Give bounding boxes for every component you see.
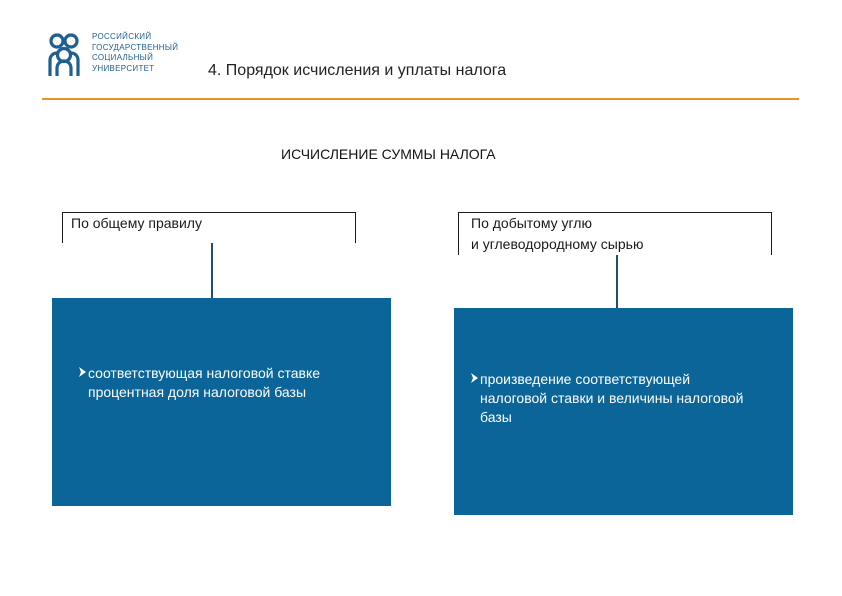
university-logo-text — [92, 32, 178, 74]
definition-box-coal — [454, 308, 793, 515]
category-label-general — [71, 213, 202, 234]
university-logo-icon — [46, 30, 82, 78]
arrow-bullet-icon — [470, 370, 480, 389]
title-divider — [42, 98, 799, 100]
slide-title: 4. Порядок исчисления и уплаты налога — [208, 62, 507, 79]
bullet-line: процентная доля налоговой базы — [88, 384, 307, 400]
bullet-line: налоговой ставки и величины налоговой — [480, 390, 744, 406]
bullet-item — [78, 364, 383, 402]
connector-line — [211, 243, 213, 298]
category-label-line: По добытому углю — [471, 215, 592, 231]
bullet-line: соответствующая налоговой ставке — [88, 365, 321, 381]
logo-line: РОССИЙСКИЙ — [92, 32, 152, 41]
definition-box-general — [52, 298, 391, 506]
logo-line: УНИВЕРСИТЕТ — [92, 63, 155, 73]
category-label-coal — [471, 213, 643, 255]
logo-line: ГОСУДАРСТВЕННЫЙ — [92, 42, 179, 52]
bullet-line: произведение соответствующей — [480, 371, 691, 387]
category-label-line: По общему правилу — [71, 215, 202, 231]
bullet-item — [470, 370, 789, 427]
category-label-line: и углеводородному сырью — [471, 236, 644, 252]
logo-line: СОЦИАЛЬНЫЙ — [92, 53, 154, 62]
connector-line — [616, 255, 618, 308]
bullet-line: базы — [480, 409, 512, 425]
section-heading: ИСЧИСЛЕНИЕ СУММЫ НАЛОГА — [281, 146, 496, 162]
arrow-bullet-icon — [78, 364, 88, 383]
